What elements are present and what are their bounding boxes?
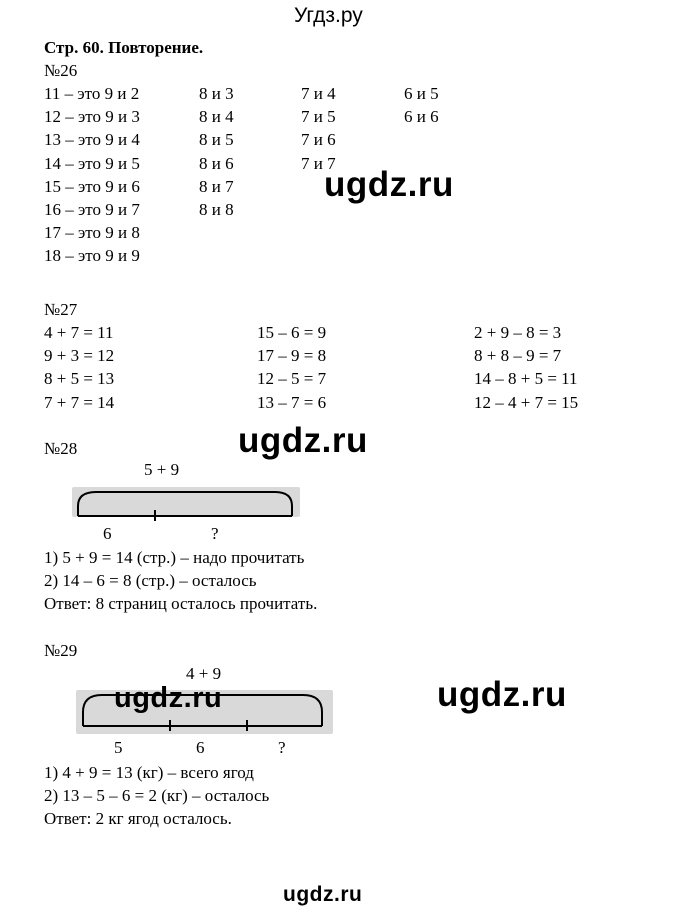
ex26-row: 8 и 7 xyxy=(199,176,234,196)
ex26-row: 7 и 4 xyxy=(301,84,336,103)
ex27-label: №27 xyxy=(44,300,78,319)
ex27-row: 15 – 6 = 9 xyxy=(257,323,327,342)
ex27-row: 14 – 8 + 5 = 11 xyxy=(474,369,578,389)
ex27-row: 8 + 5 = 13 xyxy=(44,369,115,389)
ex26-row: 17 – это 9 и 8 xyxy=(44,223,140,243)
ex28-top-label: 5 + 9 xyxy=(144,460,180,479)
ex29-answer: Ответ: 2 кг ягод осталось. xyxy=(44,809,232,828)
ex27-row: 2 + 9 – 8 = 3 xyxy=(474,323,562,342)
ex26-row: 15 – это 9 и 6 xyxy=(44,176,140,196)
watermark: ugdz.ru xyxy=(437,675,567,714)
ex26-row: 14 – это 9 и 5 xyxy=(44,153,140,173)
ex29-top-label: 4 + 9 xyxy=(186,664,222,683)
ex29-solution-line: 1) 4 + 9 = 13 (кг) – всего ягод xyxy=(44,763,254,782)
watermark: ugdz.ru xyxy=(324,165,454,204)
ex26-row: 12 – это 9 и 3 xyxy=(44,107,140,127)
ex27-row: 12 – 4 + 7 = 15 xyxy=(474,392,579,412)
ex26-row: 16 – это 9 и 7 xyxy=(44,200,140,220)
ex28-label: №28 xyxy=(44,439,78,458)
ex28-answer: Ответ: 8 страниц осталось прочитать. xyxy=(44,594,318,613)
ex29-solution-line: 2) 13 – 5 – 6 = 2 (кг) – осталось xyxy=(44,786,270,805)
ex26-row: 7 и 7 xyxy=(301,153,336,173)
ex26-label: №26 xyxy=(44,61,78,80)
ex27-row: 7 + 7 = 14 xyxy=(44,392,115,412)
ex26-row: 7 и 5 xyxy=(301,107,336,127)
watermark: ugdz.ru xyxy=(238,421,368,460)
ex28-seg-label: ? xyxy=(211,524,219,543)
ex26-row: 8 и 6 xyxy=(199,153,234,173)
ex27-row: 4 + 7 = 11 xyxy=(44,323,114,342)
ex26-row: 6 и 6 xyxy=(404,107,439,127)
ex28-solution-line: 2) 14 – 6 = 8 (стр.) – осталось xyxy=(44,571,257,590)
ex28-solution-line: 1) 5 + 9 = 14 (стр.) – надо прочитать xyxy=(44,548,305,567)
ex26-row: 7 и 6 xyxy=(301,130,336,150)
site-header: Угдз.ру xyxy=(294,4,363,27)
ex26-row: 8 и 4 xyxy=(199,107,234,127)
ex26-row: 8 и 8 xyxy=(199,200,234,220)
ex26-row: 8 и 5 xyxy=(199,130,234,150)
ex29-seg-label: 6 xyxy=(196,738,205,757)
ex26-row: 11 – это 9 и 2 xyxy=(44,84,140,103)
ex28-seg-label: 6 xyxy=(103,524,112,543)
ex27-row: 17 – 9 = 8 xyxy=(257,346,327,366)
watermark-footer: ugdz.ru xyxy=(283,883,363,906)
ex27-row: 9 + 3 = 12 xyxy=(44,346,115,366)
ex27-row: 13 – 7 = 6 xyxy=(257,392,327,412)
watermark: ugdz.ru xyxy=(114,682,223,714)
ex27-row: 12 – 5 = 7 xyxy=(257,369,327,389)
ex26-row: 13 – это 9 и 4 xyxy=(44,130,140,150)
ex29-label: №29 xyxy=(44,641,78,660)
ex29-seg-label: ? xyxy=(278,738,286,757)
ex27-row: 8 + 8 – 9 = 7 xyxy=(474,346,562,366)
ex29-seg-label: 5 xyxy=(114,738,123,757)
ex26-row: 8 и 3 xyxy=(199,84,234,103)
page-title: Стр. 60. Повторение. xyxy=(44,38,204,57)
ex26-row: 6 и 5 xyxy=(404,84,439,103)
ex26-row: 18 – это 9 и 9 xyxy=(44,246,140,266)
